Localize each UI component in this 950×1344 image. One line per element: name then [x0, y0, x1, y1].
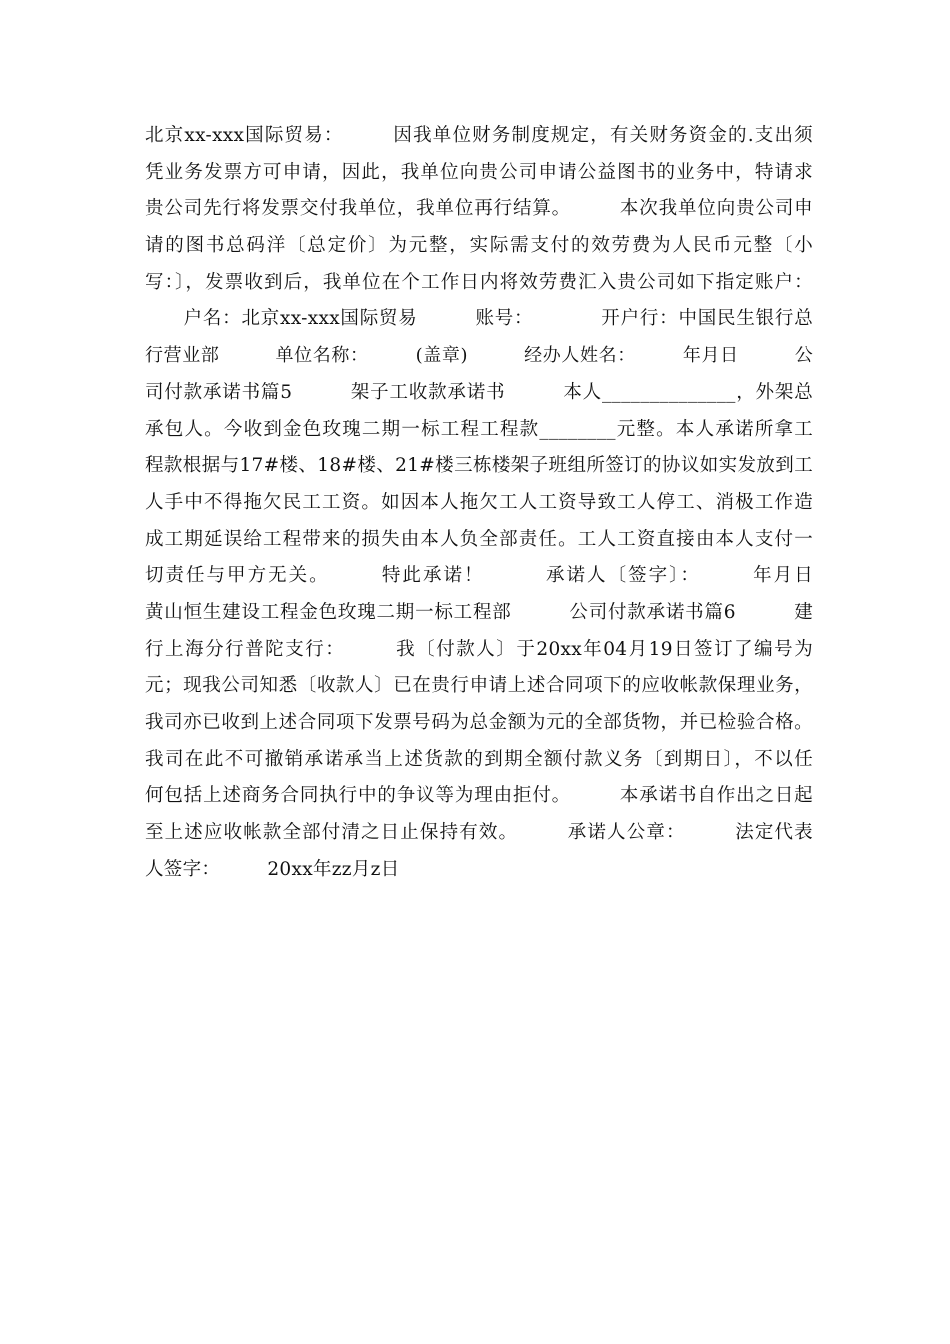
document-body: [145, 118, 813, 888]
text-line: 司付款承诺书篇5 架子工收款承诺书 本人______________，外架总: [145, 381, 813, 403]
text-line: 行上海分行普陀支行： 我〔付款人〕于20xx年04月19日签订了编号为: [145, 638, 813, 660]
text-line: 请的图书总码洋〔总定价〕为元整，实际需支付的效劳费为人民币元整〔小: [145, 235, 813, 257]
text-line: 黄山恒生建设工程金色玫瑰二期一标工程部 公司付款承诺书篇6 建: [145, 601, 813, 623]
text-line: 元；现我公司知悉〔收款人〕已在贵行申请上述合同项下的应收帐款保理业务，: [145, 675, 813, 697]
text-line: 何包括上述商务合同执行中的争议等为理由拒付。 本承诺书自作出之日起: [145, 785, 813, 807]
text-line: 凭业务发票方可申请，因此，我单位向贵公司申请公益图书的业务中，特请求: [145, 161, 813, 183]
text-line: 成工期延误给工程带来的损失由本人负全部责任。工人工资直接由本人支付一: [145, 528, 813, 550]
text-line: 我司在此不可撤销承诺承当上述货款的到期全额付款义务〔到期日〕，不以任: [145, 748, 813, 770]
text-line: 承包人。今收到金色玫瑰二期一标工程工程款________元整。本人承诺所拿工: [145, 418, 813, 440]
text-line: 切责任与甲方无关。 特此承诺！ 承诺人〔签字〕： 年月日: [145, 565, 813, 587]
text-line: 我司亦已收到上述合同项下发票号码为总金额为元的全部货物，并已检验合格。: [145, 712, 813, 733]
text-line: 行营业部 单位名称： (盖章) 经办人姓名： 年月日 公: [145, 345, 813, 367]
text-line: 写：〕，发票收到后，我单位在个工作日内将效劳费汇入贵公司如下指定账户：: [145, 271, 813, 293]
text-line: 人签字： 20xx年zz月z日: [145, 858, 400, 880]
text-line: 程款根据与17#楼、18#楼、21#楼三栋楼架子班组所签订的协议如实发放到工: [145, 455, 813, 477]
text-line: 北京xx-xxx国际贸易： 因我单位财务制度规定，有关财务资金的.支出须: [145, 125, 813, 146]
text-line: 人手中不得拖欠民工工资。如因本人拖欠工人工资导致工人停工、消极工作造: [145, 491, 813, 513]
text-line: 户名：北京xx-xxx国际贸易 账号： 开户行：中国民生银行总: [145, 308, 813, 330]
text-line: 至上述应收帐款全部付清之日止保持有效。 承诺人公章： 法定代表: [145, 822, 813, 844]
text-line: 贵公司先行将发票交付我单位，我单位再行结算。 本次我单位向贵公司申: [145, 198, 813, 220]
